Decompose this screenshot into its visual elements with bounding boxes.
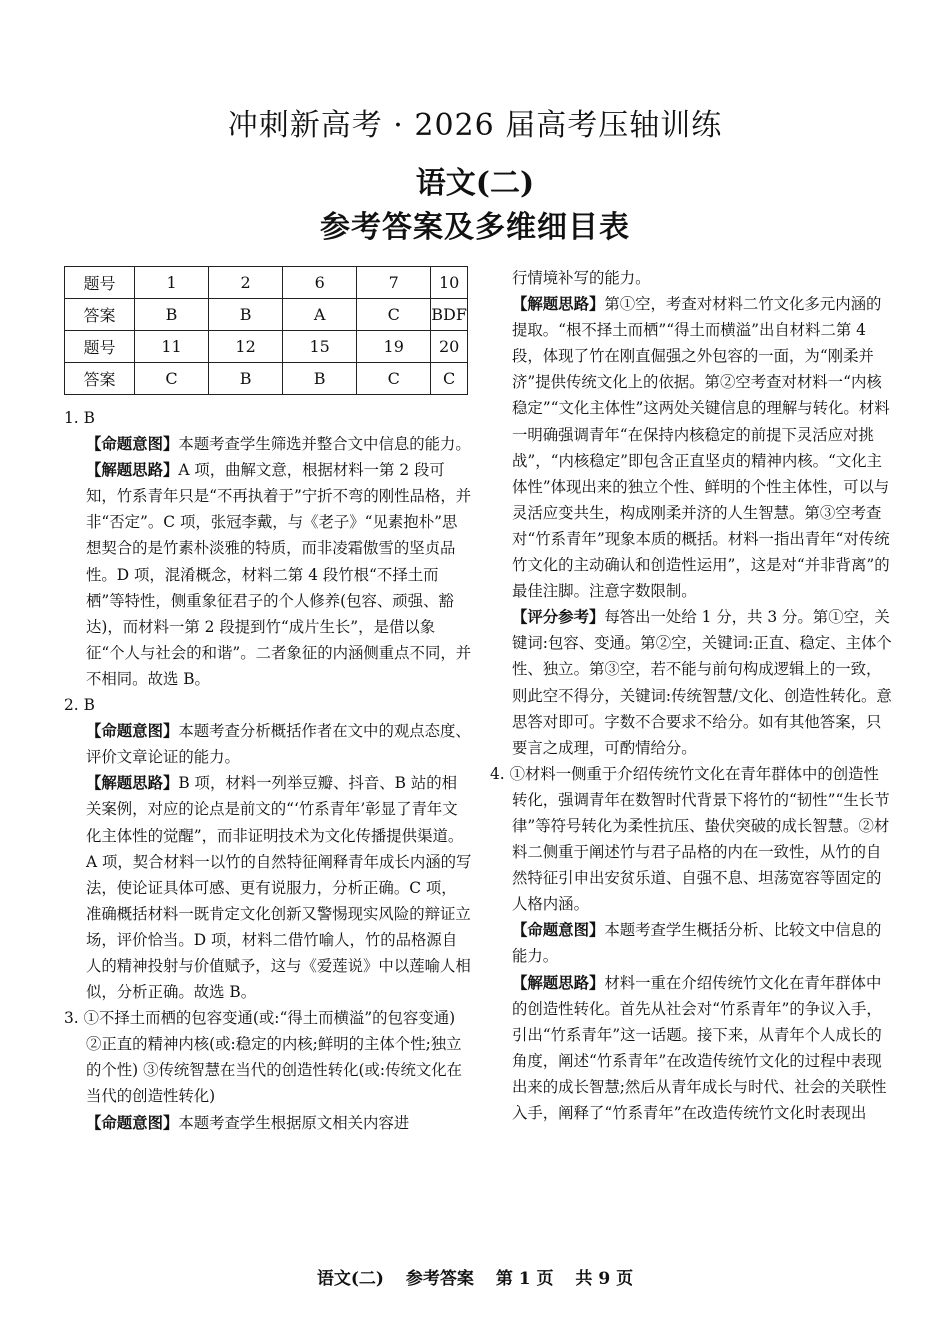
section-tag: 【解题思路】 bbox=[86, 774, 179, 793]
answer-table-cell: A bbox=[283, 299, 357, 331]
answer-table-cell: B bbox=[283, 363, 357, 395]
q3-scoring: 【评分参考】每答出一处给 1 分，共 3 分。第①空，关键词:包容、变通。第②空，关键词:正直、稳定、主体个性、独立。第③空，若不能与前句构成逻辑上的一致，则此空不得分，关键词:传统智慧/文化、创造性转化。意思答对即可。字数不合要求不给分。如有其他答案，只要言之成理，可酌情给分。 bbox=[512, 608, 892, 757]
q4-analysis: 【解题思路】材料一重在介绍传统竹文化在青年群体中的创造性转化。首先从社会对“竹系青年”的争议入手，引出“竹系青年”这一话题。接下来，从青年个人成长的角度，阐述“竹系青年”在改造传统竹文化的过程中表现出来的成长智慧;然后从青年成长与时代、社会的关联性入手，阐释了“竹系青年”在改造传统竹文化时表现出 bbox=[512, 973, 887, 1122]
section-tag: 【命题意图】 bbox=[86, 435, 179, 454]
answer-table-row bbox=[65, 299, 468, 331]
q1-intent: 【命题意图】本题考查学生筛选并整合文中信息的能力。 bbox=[86, 435, 471, 454]
document-title: 参考答案及多维细目表 bbox=[320, 210, 630, 245]
section-tag: 【解题思路】 bbox=[512, 295, 605, 314]
section-tag: 【评分参考】 bbox=[512, 608, 605, 627]
answer-table-cell: 15 bbox=[283, 331, 357, 363]
answer-table-cell: 19 bbox=[357, 331, 431, 363]
answer-table-cell: 7 bbox=[357, 267, 431, 299]
answer-table-cell: C bbox=[357, 363, 431, 395]
answer-table-cell: B bbox=[135, 299, 209, 331]
q3-intent: 【命题意图】本题考查学生根据原文相关内容进 bbox=[86, 1113, 410, 1132]
answer-table-header-cell: 题号 bbox=[65, 331, 135, 363]
answer-table-cell: B bbox=[209, 363, 283, 395]
answer-table-cell: 10 bbox=[431, 267, 468, 299]
answer-table-cell: C bbox=[135, 363, 209, 395]
answer-table-cell: 6 bbox=[283, 267, 357, 299]
answer-table-row bbox=[65, 363, 468, 395]
q2-intent: 【命题意图】本题考查分析概括作者在文中的观点态度、评价文章论证的能力。 bbox=[86, 722, 471, 767]
q4-intent: 【命题意图】本题考查学生概括分析、比较文中信息的能力。 bbox=[512, 921, 882, 966]
section-tag: 【命题意图】 bbox=[512, 921, 605, 940]
right-column bbox=[490, 265, 892, 1126]
section-tag: 【解题思路】 bbox=[86, 461, 179, 480]
section-tag: 【解题思路】 bbox=[512, 973, 605, 992]
answer-table-row bbox=[65, 331, 468, 363]
footer-subject: 语文(二) bbox=[316, 1269, 384, 1289]
left-column bbox=[64, 405, 472, 1136]
q4-answer: 4. ①材料一侧重于介绍传统竹文化在青年群体中的创造性转化，强调青年在数智时代背景下将竹的“韧性”“生长节律”等符号转化为柔性抗压、蛰伏突破的成长智慧。②材料二侧重于阐述竹与君子品格的内在一致性，从竹的自然特征引申出安贫乐道、自强不息、坦荡宽容等固定的人格内涵。 bbox=[490, 764, 890, 914]
answer-table-cell: 12 bbox=[209, 331, 283, 363]
section-tag: 【命题意图】 bbox=[86, 722, 179, 741]
answer-table-cell: 2 bbox=[209, 267, 283, 299]
subject-title: 语文(二) bbox=[415, 166, 535, 201]
answer-table-row bbox=[65, 267, 468, 299]
footer-total: 共 9 页 bbox=[575, 1269, 634, 1289]
q2-answer: 2. B bbox=[64, 696, 95, 715]
q3-intent-continued: 行情境补写的能力。 bbox=[512, 269, 651, 287]
answer-table-cell: 20 bbox=[431, 331, 468, 363]
q3-answer: 3. ①不择土而栖的包容变通(或:“得土而横溢”的包容变通) ②正直的精神内核(或:稳定的内核;鲜明的主体个性;独立的个性) ③传统智慧在当代的创造性转化(或:传统文化在当代的创造性转化) bbox=[64, 1009, 463, 1106]
answer-table-cell: C bbox=[357, 299, 431, 331]
q3-analysis: 【解题思路】第①空，考查对材料二竹文化多元内涵的提取。“根不择土而栖”“得土而横溢”出自材料二第 4 段，体现了竹在刚直倔强之外包容的一面，为“刚柔并济”提供传统文化上的依据。第②空考查对材料一“内核稳定”“文化主体性”这两处关键信息的理解与转化。材料一明确强调青年“在保持内核稳定的前提下灵活应对挑战”，“内核稳定”即包含正直坚贞的精神内核。“文化主体性”体现出来的独立个性、鲜明的个性主体性，可以与灵活应变共生，构成刚柔并济的人生智慧。第③空考查对“竹系青年”现象本质的概括。材料一指出青年“对传统竹文化的主动确认和创造性运用”，这是对“并非背离”的最佳注脚。注意字数限制。 bbox=[512, 295, 890, 601]
answer-table-header-cell: 答案 bbox=[65, 363, 135, 395]
page-footer bbox=[0, 1264, 950, 1289]
footer-label: 参考答案 bbox=[405, 1269, 474, 1289]
q1-answer: 1. B bbox=[64, 409, 95, 427]
answer-table-cell: C bbox=[431, 363, 468, 395]
answer-table bbox=[64, 266, 468, 395]
footer-page: 第 1 页 bbox=[495, 1269, 554, 1289]
q1-analysis: 【解题思路】A 项，曲解文意，根据材料一第 2 段可知，竹系青年只是“不再执着于”宁折不弯的刚性品格，并非“否定”。C 项，张冠李戴，与《老子》“见素抱朴”思想契合的是竹素朴淡雅的特质，而非凌霜傲雪的坚贞品性。D 项，混淆概念，材料二第 4 段竹根“不择土而栖”等特性，侧重象征君子的个人修养(包容、顽强、豁达)，而材料一第 2 段提到竹“成片生长”，是借以象征“个人与社会的和谐”。二者象征的内涵侧重点不同，并不相同。故选 B。 bbox=[86, 461, 472, 688]
answer-table-header-cell: 答案 bbox=[65, 299, 135, 331]
answer-table-cell: 11 bbox=[135, 331, 209, 363]
answer-table-cell: B bbox=[209, 299, 283, 331]
section-tag: 【命题意图】 bbox=[86, 1113, 179, 1132]
answer-table-cell: BDF bbox=[431, 299, 468, 331]
q2-analysis: 【解题思路】B 项，材料一列举豆瓣、抖音、B 站的相关案例，对应的论点是前文的“‘竹系青年’彰显了青年文化主体性的觉醒”，而非证明技术为文化传播提供渠道。A 项，契合材料一以竹的自然特征阐释青年成长内涵的写法，使论证具体可感、更有说服力，分析正确。C 项，准确概括材料一既肯定文化创新又警惕现实风险的辩证立场，评价恰当。D 项，材料二借竹喻人，竹的品格源自人的精神投射与价值赋予，这与《爱莲说》中以莲喻人相似，分析正确。故选 B。 bbox=[86, 774, 472, 1002]
answer-table-header-cell: 题号 bbox=[65, 267, 135, 299]
header-title: 冲刺新高考 · 2026 届高考压轴训练 bbox=[227, 108, 723, 143]
answer-table-cell: 1 bbox=[135, 267, 209, 299]
